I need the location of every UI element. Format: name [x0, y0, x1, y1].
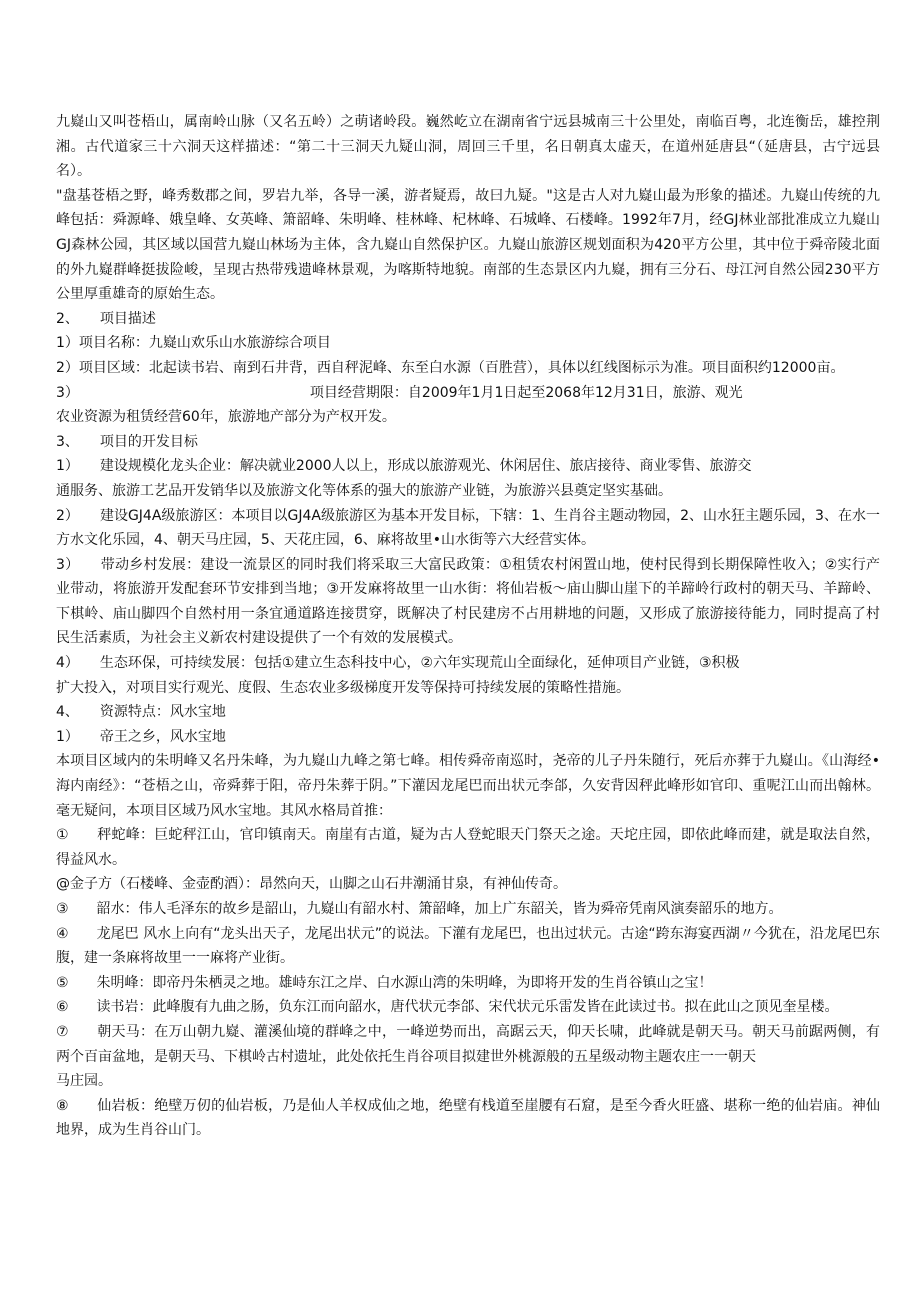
goal-3: 3） 带动乡村发展：建设一流景区的同时我们将采取三大富民政策：①租赁农村闲置山地，使村民得到长期保障性收入；②实行产业带动，将旅游开发配套环节安排到当地；③开发麻将故里一山水街：将仙岩板〜庙山脚山崖下的羊蹄岭行政村的朝天马、羊蹄岭、下棋岭、庙山脚四个自然村用一条宜通道路连接贯穿，既解决了村民建房不占用耕地的问题，又形成了旅游接待能力，同时提高了村民生活素质，为社会主义新农村建设提供了一个有效的发展模式。: [56, 556, 880, 647]
feature-intro: 本项目区域内的朱明峰又名丹朱峰，为九嶷山九峰之第七峰。相传舜帝南巡时，尧帝的儿子丹朱随行，死后亦葬于九嶷山。《山海经•海内南经》：“苍梧之山，帝舜葬于阳，帝丹朱葬于阴。”下灌因龙尾巴而出状元李郃，久安背因秤此峰形如官印、重呢江山而出翰林。毫无疑问，本项目区域乃风水宝地。其风水格局首推：: [56, 753, 880, 819]
goal-1-continued: 通服务、旅游工艺品开发销华以及旅游文化等体系的强大的旅游产业链，为旅游兴县奠定坚实基础。: [56, 482, 672, 499]
feature-item-2: @金子方（石楼峰、金壶酌酒）：昂然向天，山脚之山石井潮涌甘泉，有神仙传奇。: [56, 876, 567, 893]
paragraph-intro-1: 九嶷山又叫苍梧山，属南岭山脉（又名五岭）之萌诸岭段。巍然屹立在湖南省宁远县城南三十公里处，南临百粤，北连衡岳，雄控荆湘。古代道家三十六洞天这样描述：“第二十三洞天九疑山洞，周回三千里，名日朝真太虚天，在道州延唐县“（延唐县，古宁远县名）。: [56, 114, 880, 180]
feature-item-5: ⑤ 朱明峰：即帝丹朱栖灵之地。雄峙东江之岸、白水源山湾的朱明峰，为即将开发的生肖谷镇山之宝！: [56, 974, 713, 991]
feature-item-4: ④ 龙尾巴 风水上向有“龙头出天子，龙尾出状元”的说法。下灌有龙尾巴，也出过状元。古途“跨东海宴西湖〃今犹在，沿龙尾巴东腹，建一条麻将故里一一麻将产业街。: [56, 925, 880, 967]
feature-item-1: ① 秤蛇峰：巨蛇秤江山，官印镇南天。南崖有古道，疑为古人登蛇眼天门祭天之途。天坨庄园，即依此峰而建，就是取法自然，得益风水。: [56, 827, 880, 868]
goal-2: 2） 建设GJ4A级旅游区：本项目以GJ4A级旅游区为基本开发目标，下辖：1、生肖谷主题动物园，2、山水狂主题乐园，3、在水一方水文化乐园，4、朝天马庄园，5、天花庄园，6、麻将故里•山水街等六大经营实体。: [56, 507, 880, 549]
project-name: 1）项目名称：九嶷山欢乐山水旅游综合项目: [56, 335, 331, 352]
section-heading-development-goals: 3、 项目的开发目标: [56, 433, 198, 450]
feature-item-6: ⑥ 读书岩：此峰腹有九曲之肠，负东江而向韶水，唐代状元李郃、宋代状元乐雷发皆在此读过书。拟在此山之顶见奎星楼。: [56, 999, 839, 1016]
document-page: [56, 110, 880, 1143]
feature-item-7: ⑦ 朝天马：在万山朝九嶷、灌溪仙境的群峰之中，一峰逆势而出，高踞云天，仰天长啸，此峰就是朝天马。朝天马前踞两侧，有两个百亩盆地，是朝天马、下棋岭古村遗址，此处依托生肖谷项目拟建世外桃源般的五星级动物主题农庄一一朝天: [56, 1023, 880, 1065]
section-heading-resource-features: 4、 资源特点：风水宝地: [56, 704, 226, 721]
project-term: 3） 项目经营期限：自2009年1月1日起至2068年12月31日，旅游、观光: [56, 384, 743, 401]
project-area: 2）项目区域：北起读书岩、南到石井背，西自秤泥峰、东至白水源（百胜营），具体以红线图标示为准。项目面积约12000亩。: [56, 359, 845, 376]
goal-4-continued: 扩大投入，对项目实行观光、度假、生态农业多级梯度开发等保持可持续发展的策略性措施。: [56, 679, 630, 696]
project-term-continued: 农业资源为租赁经营60年，旅游地产部分为产权开发。: [56, 409, 396, 426]
feature-item-7-continued: 马庄园。: [56, 1073, 112, 1090]
feature-subheading: 1） 帝王之乡，风水宝地: [56, 728, 226, 745]
goal-1: 1） 建设规模化龙头企业：解决就业2000人以上，形成以旅游观光、休闲居住、旅店接待、商业零售、旅游交: [56, 458, 752, 475]
paragraph-intro-2: "盘基苍梧之野，峰秀数郡之间，罗岩九举，各导一溪，游者疑焉，故曰九疑。"这是古人对九嶷山最为形象的描述。九嶷山传统的九峰包括：舜源峰、娥皇峰、女英峰、箫韶峰、朱明峰、桂林峰、杞林峰、石城峰、石楼峰。1992年7月，经GJ林业部批准成立九嶷山GJ森林公园，其区域以国营九嶷山林场为主体，含九嶷山自然保护区。九嶷山旅游区规划面积为420平方公里，其中位于舜帝陵北面的外九嶷群峰挺拔险峻，呈现古热带残遗峰林景观，为喀斯特地貌。南部的生态景区内九嶷，拥有三分石、母江河自然公园230平方公里厚重雄奇的原始生态。: [56, 187, 880, 303]
section-heading-project-description: 2、 项目描述: [56, 310, 156, 327]
feature-item-8: ⑧ 仙岩板：绝壁万仞的仙岩板，乃是仙人羊权成仙之地，绝壁有栈道至崖腰有石窟，是至今香火旺盛、堪称一绝的仙岩庙。神仙地界，成为生肖谷山门。: [56, 1097, 880, 1139]
feature-item-3: ③ 韶水：伟人毛泽东的故乡是韶山，九嶷山有韶水村、箫韶峰，加上广东韶关，皆为舜帝凭南风演奏韶乐的地方。: [56, 901, 783, 917]
goal-4: 4） 生态环保，可持续发展：包括①建立生态科技中心，②六年实现荒山全面绿化，延伸项目产业链，③积极: [56, 655, 740, 672]
